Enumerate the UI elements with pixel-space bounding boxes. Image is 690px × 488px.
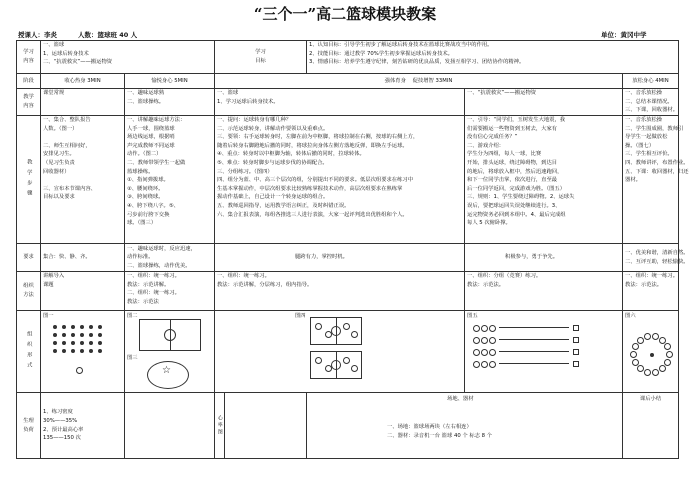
student-marker xyxy=(315,323,322,330)
lesson-plan-table xyxy=(16,40,689,459)
student-marker xyxy=(644,369,651,376)
teach-c1: 课堂常规 xyxy=(41,89,125,116)
unit-label: 单位：黄冈中学 xyxy=(601,31,647,39)
content-label: 学习 内容 xyxy=(17,41,41,74)
student-marker xyxy=(481,349,488,356)
student-marker xyxy=(351,331,358,338)
student-marker xyxy=(473,349,480,356)
req-c2: 一、趣味运球时，反应迅速， 动作标准。 二、篮球操练，动作优美。 xyxy=(125,244,215,272)
heart-rate-label: 心率图 xyxy=(215,393,225,459)
student-marker xyxy=(325,331,332,338)
student-count: 人数：篮球班 40 人 xyxy=(78,31,138,39)
req-c5: 一、优美和谐，清新自然。 二、互评互助，轻松愉快。 xyxy=(623,244,679,272)
steps-c5: 一、音乐放松操 二、学生围成圈，教师引 导学生一起做放松 操。（图七） 三、学生相互评价。 四、教师讲评，布置作业。 五、下课：收回器材，归还 器材。 xyxy=(623,116,679,244)
court-diagram xyxy=(139,319,201,351)
steps-c2: 一、讲解趣味运球方法： 人手一球，围绕篮球 场边线运球，根据哨 声完成教师不同运球 动作。（图二） 二、教师带领学生一起做 篮球操练。 ①、指间弹拨球。 ②、腰间绕环。 ③、胯间绕球。 ④、胯下绕八字。⑤、 弓步前行胯下交换 球。（图三） xyxy=(125,116,215,244)
student-marker xyxy=(659,365,666,372)
teacher-marker xyxy=(89,325,93,329)
teacher-marker xyxy=(71,341,75,345)
teacher-marker xyxy=(80,333,84,337)
cone-marker xyxy=(573,349,579,355)
content-row xyxy=(17,41,679,74)
page-title: “三个一”高二篮球模块教案 xyxy=(253,5,437,23)
teacher-marker xyxy=(650,353,654,357)
student-marker xyxy=(664,343,671,350)
org-label: 组织 方法 xyxy=(17,272,41,311)
org-c5: 一、组织：统一练习。 教法：示范法。 xyxy=(623,272,679,311)
stage-label: 阶段 xyxy=(17,74,41,89)
teacher-marker xyxy=(98,325,102,329)
student-marker xyxy=(489,325,496,332)
student-marker xyxy=(351,365,358,372)
teacher-marker xyxy=(98,333,102,337)
diagram-1: 图一 xyxy=(41,311,125,393)
teacher-marker xyxy=(71,333,75,337)
steps-c1: 一、集合、整队报告 人数。（图一） 二、师生互相问好， 安排见习生。 （见习生负责 回收器材） 三、宣布本节课内容、 目标以及要求 xyxy=(41,116,125,244)
teach-row xyxy=(17,89,679,116)
teacher-marker xyxy=(71,349,75,353)
diagram-2-3: 图二 图三 ☆ xyxy=(125,311,215,393)
teacher-marker xyxy=(53,333,57,337)
org-c1: 讲解导入 课题 xyxy=(41,272,125,311)
teacher-marker xyxy=(62,349,66,353)
org-c2: 一、组织：统一练习。 教法：示范讲解。 二、组织：统一练习。 教法：示范法 xyxy=(125,272,215,311)
student-marker xyxy=(666,351,673,358)
student-marker xyxy=(481,337,488,344)
star-icon: ☆ xyxy=(162,365,171,376)
student-marker xyxy=(630,351,637,358)
load-row xyxy=(17,393,679,459)
goal-label: 学习 目标 xyxy=(215,41,307,74)
teacher-marker xyxy=(62,333,66,337)
student-marker xyxy=(637,337,644,344)
student-marker xyxy=(76,367,83,374)
form-label: 组织形式 xyxy=(17,311,41,393)
student-marker xyxy=(343,357,350,364)
student-marker xyxy=(489,361,496,368)
steps-label: 教学步骤 xyxy=(17,116,41,244)
teacher-marker xyxy=(62,341,66,345)
student-marker xyxy=(473,361,480,368)
student-marker xyxy=(652,333,659,340)
teach-c3: 一、篮球 1、学习运球后转身技术。 xyxy=(215,89,465,116)
stage-row xyxy=(17,74,679,89)
teacher-marker xyxy=(62,325,66,329)
load-density: 1、练习密度 30%——35% 2、预计最高心率 135——150 次 xyxy=(41,393,125,459)
review-cell: 课后小结 xyxy=(623,393,679,459)
cone-marker xyxy=(573,361,579,367)
stage-main: 强体育身 促技增智 33MIN xyxy=(215,74,623,89)
teach-c4: 一、“抗震救灾”——搬运物资 xyxy=(465,89,623,116)
student-marker xyxy=(343,323,350,330)
steps-c3: 一、提问：运球转身有哪几种？ 二、示范运球转身，讲解动作要领以及重难点。 三、要领：右手运球转身时，左脚在前为中枢脚，将球拉制在右侧，按球的右侧上方， 随着后转身右脚蹬地后撤的同时，将球拉向身体左侧方落地反弹，即换左手运球。 ④、重点：转身时以中枢脚为轴，转体后撤的同时，拉球转体。 ⑤、难点：转身时脚步与运球步伐的协调配合。 三、分组练习。（图四） 四、组分为蓝、中、高三个层次的组，分别提出不同的要求。低层次组要求在练习中 生基本掌握动作，中层次组要求比较熟练掌握技术动作，高层次组要求在熟练掌 握动作基础上，自己设计一个转身运球的组合。 五、教师巡回指导，运用教学语言纠正，及时纠错正误。 六、集合汇报表演，每组各推选三人进行表演，大家一起评判选出优胜组和个人。 xyxy=(215,116,465,244)
teacher-marker xyxy=(71,325,75,329)
teacher-marker xyxy=(98,349,102,353)
teacher-marker xyxy=(98,341,102,345)
req-label: 要求 xyxy=(17,244,41,272)
teacher-marker xyxy=(80,349,84,353)
teach-c2: 一、趣味运球熟 二、篮球操练。 xyxy=(125,89,215,116)
teacher-marker xyxy=(80,325,84,329)
teacher-marker xyxy=(89,349,93,353)
teacher-label: 授课人：李炎 xyxy=(18,31,57,39)
teach-label: 教学 内容 xyxy=(17,89,41,116)
req-row xyxy=(17,244,679,272)
stage-pleasure: 愉悦身心 5MIN xyxy=(125,74,215,89)
goal-list: 1、认知目标：引导学生初步了解运球后转身技术在篮球比赛战攻当中的作用。 2、技能目标：通过教学 70%学生初步掌握运球后转身技术。 3、情感目标：培养学生遵守纪律，刻苦钻研的优良品质，发扬互相学习、团结协作的精神。 xyxy=(307,41,679,74)
teacher-marker xyxy=(89,341,93,345)
steps-row xyxy=(17,116,679,244)
req-c3: 腿跨有力，掌控时机。 xyxy=(215,244,465,272)
diagram-5: 图五 xyxy=(465,311,623,393)
student-marker xyxy=(637,365,644,372)
venue-cell: 场地、器材 一、场地：篮球场两块（左右相连） 二、器材：录音机一台 篮球 40 个 标志 8 个 xyxy=(307,393,623,459)
teacher-marker xyxy=(53,325,57,329)
student-marker xyxy=(315,357,322,364)
content-list: 一、篮球 1、运球后转身技术 二、“抗震救灾”——搬运物资 xyxy=(41,41,215,74)
load-label: 生理 负荷 xyxy=(17,393,41,459)
venue-list: 一、场地：篮球场两块（左右相连） 二、器材：录音机一台 篮球 40 个 标志 8 个 xyxy=(387,424,492,439)
student-marker xyxy=(652,369,659,376)
req-c4: 积极参与，勇于争先。 xyxy=(465,244,623,272)
teacher-marker xyxy=(89,333,93,337)
diagram-4: 图四 xyxy=(215,311,465,393)
cone-marker xyxy=(573,325,579,331)
org-c3: 一、组织：统一练习。 教法：示范讲解，分层练习，组内指导。 xyxy=(215,272,465,311)
org-row xyxy=(17,272,679,311)
teach-c5: 一、音乐放松操 二、总结本课情况。 三、下课，回收器材。 xyxy=(623,89,679,116)
steps-c4: 一、引导：“同学们，玉树发生大地震，我 们需要搬运一些物资到玉树去，大家有 没有信心完成任务？” 二、游戏介绍： 学生分为四组，每人一球，比赛 开始，排头运球，绕过障碍物，到达目 的地后，将球放入框中，然后迅速跑回， 和下一位同学击掌，依次进行，直至最 后一位同学返回，完成游戏为胜。（图五） 三、规则：1、学生要绕过障碍物。2、运球失 误后，要把球运回失误处继续进行。3、 运完物资务必回到本组中。4、最后完成组 每人 5 次俯卧撑。 xyxy=(465,116,623,244)
stage-warmup: 收心热身 3MIN xyxy=(41,74,125,89)
cone-marker xyxy=(573,337,579,343)
teacher-marker xyxy=(80,341,84,345)
form-row xyxy=(17,311,679,393)
student-marker xyxy=(489,349,496,356)
student-marker xyxy=(664,359,671,366)
teacher-marker xyxy=(53,341,57,345)
student-marker xyxy=(489,337,496,344)
student-marker xyxy=(644,333,651,340)
student-marker xyxy=(481,361,488,368)
student-marker xyxy=(473,337,480,344)
stage-relax: 放松身心 4MIN xyxy=(623,74,679,89)
student-marker xyxy=(481,325,488,332)
student-marker xyxy=(632,359,639,366)
student-marker xyxy=(632,343,639,350)
student-marker xyxy=(325,365,332,372)
diagram-6: 图六 xyxy=(623,311,679,393)
student-marker xyxy=(473,325,480,332)
req-c1: 集合：快、静、齐。 xyxy=(41,244,125,272)
teacher-marker xyxy=(53,349,57,353)
org-c4: 一、组织：分组（竞赛）练习。 教法：示范法。 xyxy=(465,272,623,311)
